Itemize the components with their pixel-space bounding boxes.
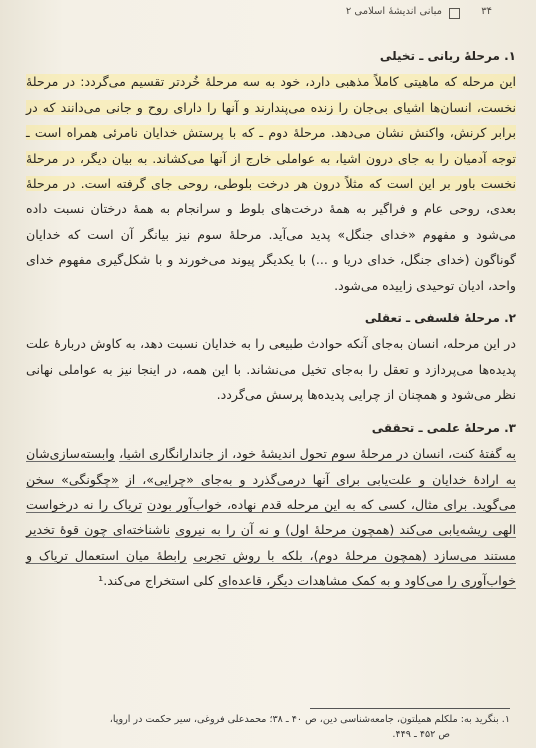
text-line: به گفتهٔ کنت، انسان در مرحلهٔ سوم تحول اندیشهٔ خود، از جاندارانگاری اشیا، — [119, 446, 516, 462]
text-line: این مرحله که ماهیتی کاملاً مذهبی دارد، خود به سه مرحلهٔ خُردتر تقسیم می‌گردد: در مرحلهٔ — [26, 74, 516, 90]
text-line: «چگونگی» سخن می‌گوید. برای مثال، کسی که به این مرحله قدم نهاده، خواب‌آور بودن — [26, 471, 516, 512]
text-line: برابر کرنش، واکنش نشان می‌دهد. مرحلهٔ دوم ـ که با پرستش خدایان نامرئی همراه است ـ — [26, 125, 516, 141]
page-header — [0, 6, 536, 22]
text-line: کلی استخراج می‌کند.¹ — [98, 573, 215, 589]
running-title: مبانی اندیشهٔ اسلامی ۲ — [345, 6, 442, 17]
text-line: گوناگون (خدای جنگل، خدای دریا و ...) با یکدیگر پیوند می‌خورند و با شکل‌گیری مفهوم — [58, 252, 516, 268]
text-line: نخست، انسان‌ها اشیای بی‌جان را زنده می‌پندارند و آنها را دارای روح و جانی می‌دانند که در — [26, 99, 516, 115]
footnote-pages: ص ۴۵۲ ـ ۴۴۹. — [392, 729, 450, 740]
footnote — [20, 712, 510, 742]
text-line: نهانی نظر می‌شود و همچنان از چرایی پدیده‌ها پرسش می‌گردد. — [26, 361, 516, 403]
text-line: در این مرحله، انسان به‌جای آنکه حوادث طبیعی را به خدایان نسبت دهد، به کاوش دربارهٔ — [54, 336, 516, 352]
footnote-divider — [310, 708, 510, 709]
text-line: بعدی، روحی عام و فراگیر به همهٔ درخت‌های بلوط و سرانجام به همهٔ درختان نسبت داده — [26, 201, 516, 217]
paragraph-1 — [26, 69, 516, 298]
text-line: وابسته‌سازی‌شان به ارادهٔ خدایان و علت‌یابی برای آنها درمی‌گذرد و به‌جای «چرایی»، از — [26, 446, 516, 487]
text-line: ناشناخته‌ای چون قوهٔ تخدیر مستند می‌سازد (همچون مرحلهٔ دوم)، بلکه با روش تجربی — [26, 522, 516, 563]
text-line: تریاک را نه درخواست الهی ریشه‌یابی می‌کند (همچون مرحلهٔ اول) و نه آن را به نیروی — [26, 496, 516, 538]
text-line: نخست باور بر این است که مثلاً درون هر درخت بلوطی، روحی جای گرفته است. در مرحلهٔ — [26, 176, 516, 192]
body-text — [26, 36, 516, 594]
page-number: ۳۴ — [481, 6, 492, 17]
footnote-text: ۱. بنگرید به: ملکلم همیلتون، جامعه‌شناسی دین، ص ۴۰ ـ ۳۸؛ محمدعلی فروغی، سیر حکمت در اروپا، — [109, 714, 510, 725]
text-line: توجه آدمیان را به جای درون اشیا، به عواملی خارج از آنها می‌کشاند. به بیان دیگر، در مرحلهٔ — [26, 150, 516, 166]
section-heading-3: ۳. مرحلهٔ علمی ـ تحققی — [371, 420, 516, 435]
section-heading-2: ۲. مرحلهٔ فلسفی ـ تعقلی — [364, 311, 516, 326]
header-square-icon — [449, 8, 460, 19]
paragraph-2 — [26, 331, 516, 407]
text-line: علت پدیده‌ها می‌پردازد و تعقل را به‌جای تخیل می‌نشاند. با این همه، در اینجا نیز به عواملی — [26, 336, 516, 377]
text-line: می‌شود و مفهوم «خدای جنگل» پدید می‌آید. مرحلهٔ سوم نیز بیانگر آن است که خدایان — [26, 226, 516, 242]
text-line: رابطهٔ میان استعمال تریاک و خواب‌آوری را می‌کاود و به کمک مشاهدات دیگر، قاعده‌ای — [26, 547, 516, 589]
paragraph-3 — [26, 441, 516, 593]
section-heading-1: ۱. مرحلهٔ ربانی ـ تخیلی — [379, 49, 516, 63]
text-line: خدای واحد، ادیان توحیدی زاییده می‌شود. — [26, 252, 516, 293]
